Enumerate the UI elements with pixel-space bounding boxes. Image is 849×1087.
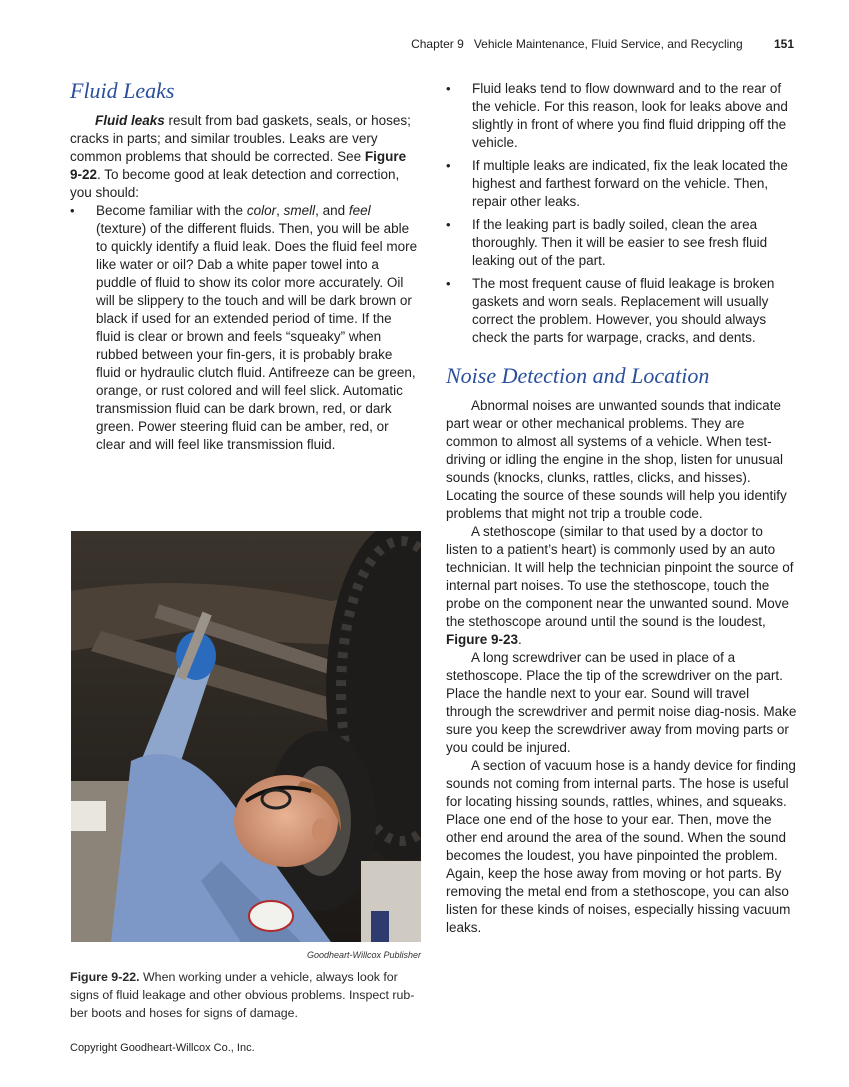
list-item: • If the leaking part is badly soiled, clean the area thoroughly. Then it will be easier to see fresh fluid leaking out of the part. (446, 216, 798, 270)
figure-caption (70, 968, 422, 1022)
intro-text: result from bad gaskets, seals, or hoses; cracks in parts; and similar troubles. Leaks are very common problems that should be corrected. See (70, 113, 411, 164)
left-column (70, 78, 420, 454)
list-item (70, 202, 420, 454)
noise-paragraph-4: A section of vacuum hose is a handy device for finding sounds not coming from internal parts. The hose is useful for locating hissing sounds, rattles, whines, and squeaks. Place one end of the hose to your ear. Then, move the other end around the area of the sound. When the sound becomes the loudest, you have pinpointed the problem. Again, keep the hose away from moving or hot parts. By removing the metal end from a stethoscope, you can also listen for these kinds of noises, especially hissing vacuum leaks. (446, 758, 796, 935)
list-item: • If multiple leaks are indicated, fix the leak located the highest and farthest forward on the vehicle. Then, repair other leaks. (446, 157, 798, 211)
list-item: • Fluid leaks tend to flow downward and to the rear of the vehicle. For this reason, look for leaks above and slightly in front of where you find fluid dripping off the vehicle. (446, 80, 798, 152)
fluid-leaks-intro (70, 112, 420, 202)
chapter-title: Vehicle Maintenance, Fluid Service, and Recycling (473, 37, 743, 51)
bullet-sep: , (276, 203, 284, 218)
p2-text: A stethoscope (similar to that used by a doctor to listen to a patient’s heart) is commonly used by an auto technician. It will help the technician pinpoint the source of internal part noises. To use the stethoscope, touch the probe on the component near the unwanted sound. Move the stethoscope around until the sound is the loudest, (446, 524, 794, 629)
noise-paragraph-2 (446, 523, 798, 649)
bullet-sep: , and (315, 203, 349, 218)
leak-tips-list (446, 80, 798, 347)
list-item: • The most frequent cause of fluid leakage is broken gaskets and worn seals. Replacement will usually correct the problem. However, you should always check the parts for warpage, cracks, and dents. (446, 275, 798, 347)
term-feel: feel (348, 203, 371, 218)
figure-9-22-photo (71, 531, 421, 942)
term-color: color (246, 203, 277, 218)
p2-end: . (518, 632, 522, 647)
figure-ref-9-22: Figure 9-22 (70, 149, 407, 182)
bullet-text: (texture) of the different fluids. Then, you will be able to quickly identify a fluid leak. Does the fluid feel more like water or oil? Dab a white paper towel into a puddle of fluid to show its color more accurately. Oil will be slippery to the touch and will be dark brown or black if used for an extended period of time. If the fluid is clear or brown and feels “squeaky” when rubbed between your fin-gers, it is probably brake fluid or hydraulic clutch fluid. Antifreeze can be green, orange, or rust colored and will feel slick. Automatic transmission fluid can be dark brown, red, or dark green. Power steering fluid can be amber, red, or clear and will feel like transmission fluid. (96, 221, 418, 452)
term-smell: smell (283, 203, 316, 218)
noise-paragraph-1: Abnormal noises are unwanted sounds that indicate part wear or other mechanical problems. They are common to almost all systems of a vehicle. When test-driving or idling the engine in the shop, listen for unusual sounds (knocks, clunks, rattles, clicks, and hisses). Locating the source of these sounds will help you identify problems that might not trip a trouble code. (446, 398, 787, 521)
running-header (411, 37, 794, 51)
section-heading-fluid-leaks: Fluid Leaks (70, 78, 175, 103)
term-fluid-leaks: Fluid leaks (95, 113, 165, 128)
section-heading-noise-detection: Noise Detection and Location (446, 363, 710, 388)
chapter-label: Chapter 9 (411, 37, 464, 51)
photo-credit: Goodheart-Willcox Publisher (307, 950, 421, 960)
figure-caption-text: When working under a vehicle, always look for signs of fluid leakage and other obvious problems. Inspect rub-ber boots and hoses for signs of damage. (70, 970, 415, 1020)
page-number: 151 (773, 37, 794, 51)
noise-paragraph-3: A long screwdriver can be used in place of a stethoscope. Place the tip of the screwdriver on the part. Place the handle next to your ear. Sound will travel through the screwdriver and permit noise diag-nosis. Make sure you keep the screwdriver away from moving parts or you could be injured. (446, 650, 797, 755)
copyright-footer: Copyright Goodheart-Willcox Co., Inc. (70, 1042, 255, 1054)
intro-text-end: . To become good at leak detection and correction, you should: (70, 167, 400, 200)
fluid-leaks-list (70, 202, 420, 454)
right-column (446, 80, 798, 937)
figure-ref-9-23: Figure 9-23 (446, 632, 519, 647)
figure-label: Figure 9-22. (70, 970, 140, 984)
bullet-text: Become familiar with the (96, 203, 247, 218)
